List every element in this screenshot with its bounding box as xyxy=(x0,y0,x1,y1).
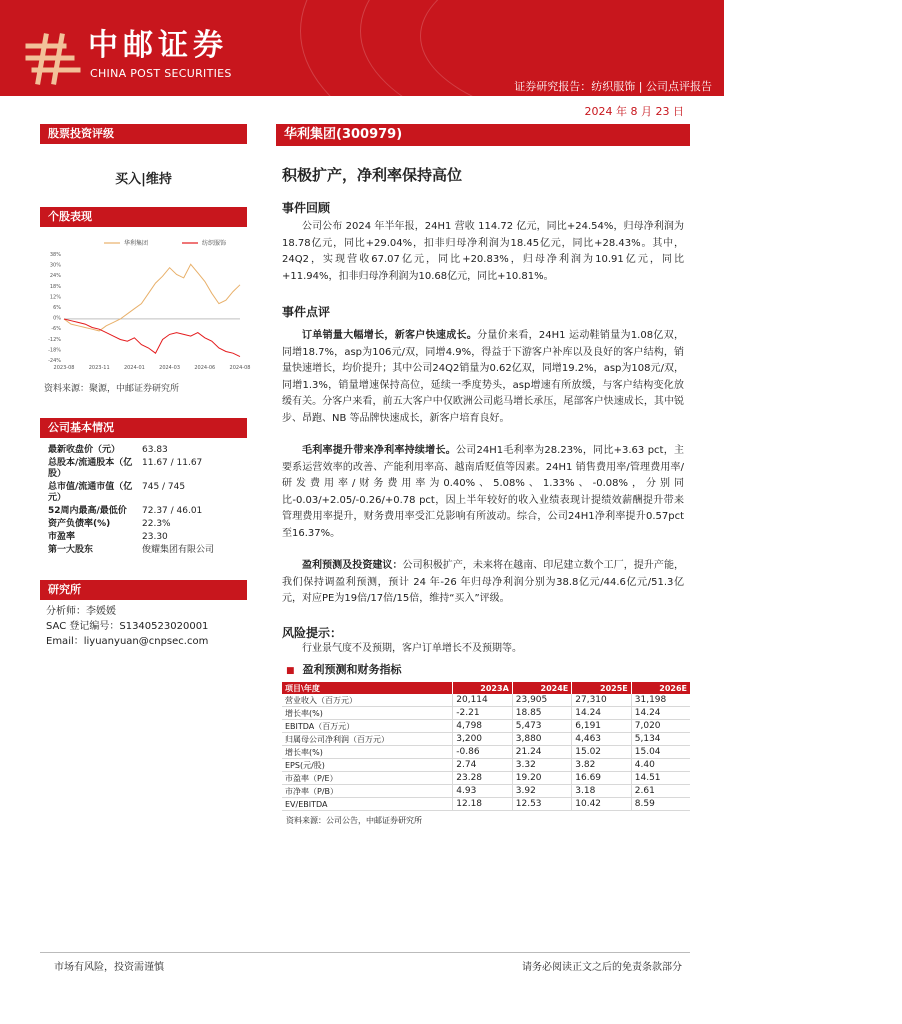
table-cell: 14.51 xyxy=(631,772,690,785)
table-cell: 10.42 xyxy=(572,798,632,811)
company-info-title: 公司基本情况 xyxy=(40,418,247,438)
x-tick-label: 2024-06 xyxy=(194,365,216,371)
table-cell: 15.04 xyxy=(631,746,690,759)
rating-panel xyxy=(40,124,247,227)
table-row-label: 市盈率（P/E） xyxy=(282,772,453,785)
info-key: 总市值/流通市值（亿元） xyxy=(48,482,133,503)
y-tick-label: 24% xyxy=(49,273,61,280)
legend-label: 纺织服饰 xyxy=(202,240,227,247)
y-tick-label: 12% xyxy=(49,294,61,301)
header-banner xyxy=(0,0,724,96)
info-key: 最新收盘价（元） xyxy=(48,445,121,455)
rating-title: 股票投资评级 xyxy=(40,124,247,144)
table-cell: 14.24 xyxy=(631,707,690,720)
table-row xyxy=(282,733,690,746)
info-key: 52周内最高/最低价 xyxy=(48,506,127,516)
table-cell: -0.86 xyxy=(453,746,513,759)
x-tick-label: 2024-01 xyxy=(123,365,145,371)
table-row xyxy=(282,759,690,772)
table-row-label: EV/EBITDA xyxy=(282,798,453,811)
table-row xyxy=(282,746,690,759)
table-cell: -2.21 xyxy=(453,707,513,720)
analyst-panel xyxy=(40,580,247,649)
info-value: 72.37 / 46.01 xyxy=(142,506,203,516)
headline: 积极扩产，净利率保持高位 xyxy=(282,166,463,184)
report-date: 2024 年 8 月 23 日 xyxy=(584,105,684,118)
info-key: 第一大股东 xyxy=(48,545,94,555)
info-key: 资产负债率(%) xyxy=(48,519,111,529)
info-value: 63.83 xyxy=(142,445,168,455)
margin-lead: 毛利率提升带来净利率持续增长。 xyxy=(302,445,456,456)
rating-value: 买入|维持 xyxy=(115,172,172,187)
x-tick-label: 2023-08 xyxy=(53,365,75,371)
table-row-label: EBITDA（百万元） xyxy=(282,720,453,733)
company-info-table xyxy=(40,444,247,557)
table-cell: 8.59 xyxy=(631,798,690,811)
table-row xyxy=(282,798,690,811)
table-cell: 12.53 xyxy=(512,798,572,811)
table-cell: 23,905 xyxy=(512,694,572,707)
info-value: 745 / 745 xyxy=(142,482,186,492)
orders-text: 分量价来看，24H1 运动鞋销量为1.08亿双，同增18.7%，asp为106元/双，同增4.9%，得益于下游客户补库以及良好的客户结构，销量快速增长，均价提升；其中公司24Q2销量为0.62亿双，同增19.2%，asp为108元/双，同增1.3%，销量增速保持高位，延续一季度势头，asp增速有所放缓，与客户结构变化放缓有关。分客户来看，前五大客户中仅欧洲公司彪马增长承压，尾部客户快速成长，其中锐步、昂跑、NB 等品牌快速成长，新客户培育良好。 xyxy=(282,330,684,424)
info-row xyxy=(40,444,247,457)
y-tick-label: -12% xyxy=(48,336,61,343)
table-cell: 23.28 xyxy=(453,772,513,785)
table-cell: 3.92 xyxy=(512,785,572,798)
table-row-label: 增长率(%) xyxy=(282,707,453,720)
table-cell: 3.32 xyxy=(512,759,572,772)
table-cell: 5,134 xyxy=(631,733,690,746)
table-header-cell: 2023A xyxy=(453,682,513,694)
y-tick-label: 0% xyxy=(53,315,61,322)
series-line xyxy=(64,264,240,331)
table-cell: 4.93 xyxy=(453,785,513,798)
info-key: 市盈率 xyxy=(48,532,76,542)
orders-lead: 订单销量大幅增长，新客户快速成长。 xyxy=(302,330,478,341)
stock-performance-chart xyxy=(40,232,251,372)
section-risk: 风险提示： xyxy=(282,625,343,640)
report-type: 证券研究报告：纺织服饰 | 公司点评报告 xyxy=(514,80,712,93)
table-cell: 2.74 xyxy=(453,759,513,772)
table-cell: 5,473 xyxy=(512,720,572,733)
table-cell: 19.20 xyxy=(512,772,572,785)
analyst-sac: SAC 登记编号：S1340523020001 xyxy=(46,621,209,632)
table-cell: 14.24 xyxy=(572,707,632,720)
table-cell: 3,200 xyxy=(453,733,513,746)
event-review-paragraph: 公司公布 2024 年半年报，24H1 营收 114.72 亿元，同比+24.54%，归母净利润为18.78亿元，同比+29.04%，扣非归母净利润为18.45亿元，同比+28.43%。其中，24Q2，实现营收67.07亿元，同比+20.83%，归母净利润为10.91亿元，同比+11.94%，扣非归母净利润为10.68亿元，同比+10.81%。 xyxy=(282,221,684,282)
margin-paragraph xyxy=(276,443,690,542)
table-row xyxy=(282,694,690,707)
x-tick-label: 2024-03 xyxy=(159,365,181,371)
table-header-cell: 2025E xyxy=(572,682,632,694)
table-row-label: 增长率(%) xyxy=(282,746,453,759)
table-cell: 21.24 xyxy=(512,746,572,759)
risk-paragraph: 行业景气度不及预期，客户订单增长不及预期等。 xyxy=(302,642,522,654)
info-row xyxy=(40,457,247,481)
performance-title: 个股表现 xyxy=(40,207,247,227)
table-header-cell: 项目\年度 xyxy=(282,682,453,694)
info-row xyxy=(40,518,247,531)
y-tick-label: -6% xyxy=(51,326,61,333)
forecast-text: 公司积极扩产，未来将在越南、印尼建立数个工厂，提升产能，我们保持调盈利预测，预计 24 年-26 年归母净利润分别为38.8亿元/44.6亿元/51.3亿元，对应PE为19倍/17倍/15倍，维持“买入”评级。 xyxy=(282,560,685,604)
x-tick-label: 2023-11 xyxy=(88,365,110,371)
info-key: 总股本/流通股本（亿股） xyxy=(48,458,133,479)
footer-disclaimer: 请务必阅读正文之后的免责条款部分 xyxy=(522,962,682,973)
performance-chart-svg xyxy=(40,232,251,372)
margin-text: 公司24H1毛利率为28.23%，同比+3.63 pct，主要系运营效率的改善、产能利用率高、越南盾贬值等因素。24H1 销售费用率/管理费用率/研发费用率/财务费用率为0.40%、5.08%、1.33%、-0.08%，分别同比-0.03/+2.05/-0.26/+0.78 pct，因上半年较好的收入业绩表现计提绩效薪酬提升带来管理费用率提升，财务费用率受汇兑影响有所波动。综合，公司24H1净利率提升0.57pct至16.37%。 xyxy=(282,445,684,539)
table-source: 资料来源：公司公告，中邮证券研究所 xyxy=(286,816,422,825)
y-tick-label: 6% xyxy=(53,305,61,311)
y-tick-label: -18% xyxy=(48,347,61,354)
info-row xyxy=(40,531,247,544)
forecast-paragraph xyxy=(276,558,690,608)
table-cell: 20,114 xyxy=(453,694,513,707)
table-cell: 12.18 xyxy=(453,798,513,811)
orders-paragraph xyxy=(276,328,690,427)
table-cell: 4,463 xyxy=(572,733,632,746)
info-row xyxy=(40,544,247,557)
table-cell: 7,020 xyxy=(631,720,690,733)
table-cell: 3.82 xyxy=(572,759,632,772)
table-row xyxy=(282,707,690,720)
y-tick-label: -24% xyxy=(48,358,61,364)
company-title: 华利集团(300979) xyxy=(276,124,690,146)
analyst-email[interactable]: Email：liyuanyuan@cnpsec.com xyxy=(46,636,209,647)
table-row xyxy=(282,785,690,798)
section-event-review: 事件回顾 xyxy=(282,201,331,215)
table-row xyxy=(282,720,690,733)
info-value: 11.67 / 11.67 xyxy=(142,458,203,468)
main-content xyxy=(276,124,690,826)
forecast-table-title: ■ 盈利预测和财务指标 xyxy=(286,661,690,677)
logo-text-en: CHINA POST SECURITIES xyxy=(90,67,232,80)
logo-text-cn: 中邮证券 xyxy=(88,28,228,63)
x-tick-label: 2024-08 xyxy=(229,365,251,371)
table-cell: 16.69 xyxy=(572,772,632,785)
table-cell: 31,198 xyxy=(631,694,690,707)
info-value: 俊耀集团有限公司 xyxy=(142,545,215,555)
table-row-label: EPS(元/股) xyxy=(282,759,453,772)
company-info-panel xyxy=(40,418,247,557)
footer-risk-note: 市场有风险，投资需谨慎 xyxy=(54,962,164,973)
table-cell: 3.18 xyxy=(572,785,632,798)
forecast-table xyxy=(282,682,690,811)
y-tick-label: 18% xyxy=(49,283,61,290)
y-tick-label: 38% xyxy=(49,252,61,258)
forecast-lead: 盈利预测及投资建议： xyxy=(302,560,403,571)
footer-divider xyxy=(40,952,690,953)
legend-label: 华利集团 xyxy=(124,240,149,247)
table-cell: 6,191 xyxy=(572,720,632,733)
table-cell: 3,880 xyxy=(512,733,572,746)
section-event-comment: 事件点评 xyxy=(282,305,331,319)
table-row-label: 归属母公司净利润（百万元） xyxy=(282,733,453,746)
info-row xyxy=(40,481,247,505)
table-cell: 2.61 xyxy=(631,785,690,798)
table-row-label: 营业收入（百万元） xyxy=(282,694,453,707)
analyst-title: 研究所 xyxy=(40,580,247,600)
series-line xyxy=(64,319,240,357)
table-row-label: 市净率（P/B） xyxy=(282,785,453,798)
table-header-cell: 2026E xyxy=(631,682,690,694)
chart-source: 资料来源：聚源，中邮证券研究所 xyxy=(44,384,180,394)
info-value: 23.30 xyxy=(142,532,168,542)
y-tick-label: 30% xyxy=(49,262,61,269)
table-cell: 18.85 xyxy=(512,707,572,720)
table-cell: 15.02 xyxy=(572,746,632,759)
info-row xyxy=(40,505,247,518)
table-header-cell: 2024E xyxy=(512,682,572,694)
table-cell: 27,310 xyxy=(572,694,632,707)
info-value: 22.3% xyxy=(142,519,171,529)
table-cell: 4.40 xyxy=(631,759,690,772)
analyst-name: 分析师：李媛媛 xyxy=(46,606,116,617)
table-cell: 4,798 xyxy=(453,720,513,733)
china-post-logo-icon xyxy=(24,28,82,86)
table-row xyxy=(282,772,690,785)
